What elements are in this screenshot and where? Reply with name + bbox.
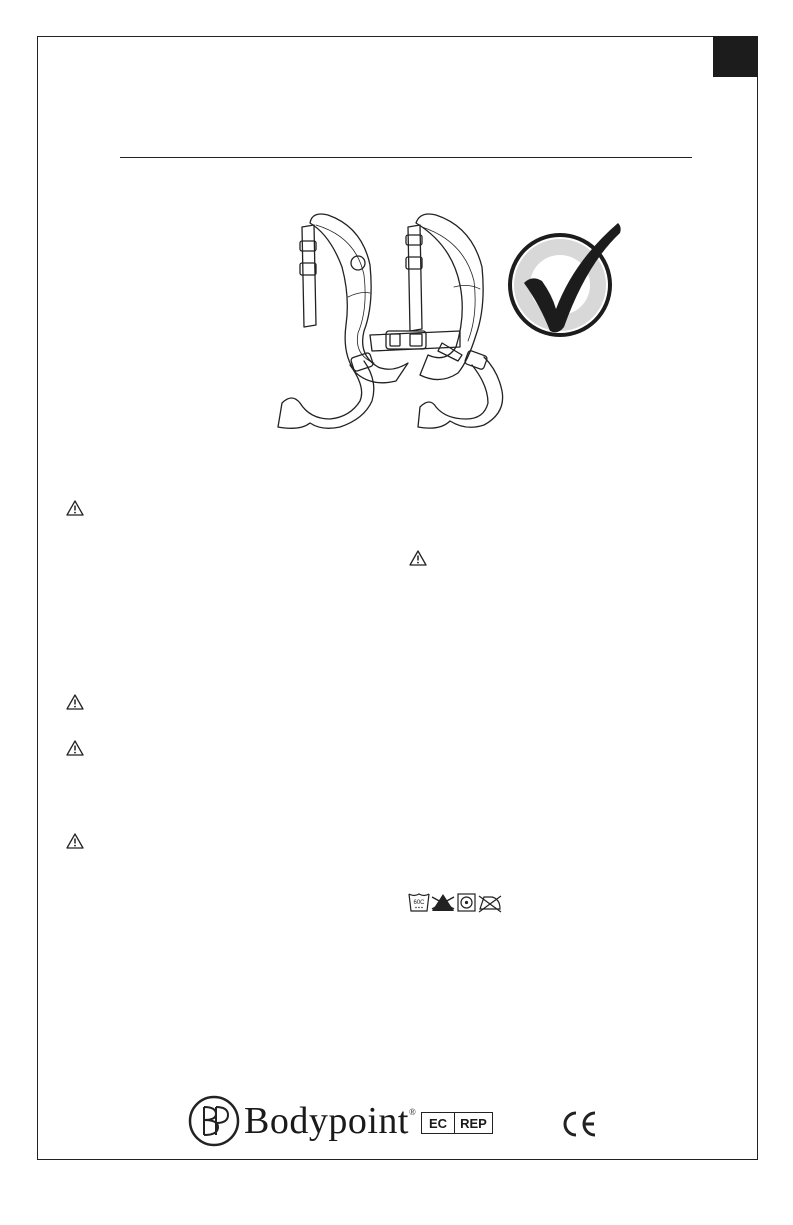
warning-icon (66, 694, 84, 710)
section-tab (713, 36, 758, 77)
bodypoint-monogram-icon (188, 1095, 240, 1147)
care-symbols (408, 891, 504, 913)
left-upper-strap (302, 225, 316, 327)
do-not-iron-icon (479, 896, 501, 912)
ec-rep-left: EC (422, 1113, 455, 1133)
warning-icon (409, 550, 427, 566)
checkmark-badge-icon (508, 223, 621, 337)
title-rule (120, 157, 692, 158)
ce-mark-icon (560, 1110, 598, 1138)
warning-icon (66, 740, 84, 756)
warning-icon (66, 500, 84, 516)
brand-name: Bodypoint® (244, 1100, 417, 1142)
wash-60c-icon (409, 894, 429, 911)
no-bleach-icon (432, 894, 454, 911)
ec-rep-right: REP (460, 1115, 487, 1131)
right-shoulder-pad (416, 214, 483, 380)
svg-text:60C: 60C (413, 900, 425, 906)
warning-icon (66, 833, 84, 849)
right-upper-strap (408, 225, 422, 331)
harness-illustration (270, 205, 630, 450)
tumble-dry-icon (458, 894, 475, 911)
right-lower-strap (418, 357, 503, 428)
ec-rep-symbol (421, 1112, 493, 1134)
bodypoint-logo (188, 1095, 417, 1153)
left-lower-strap (278, 361, 374, 428)
left-shoulder-pad (310, 214, 408, 383)
